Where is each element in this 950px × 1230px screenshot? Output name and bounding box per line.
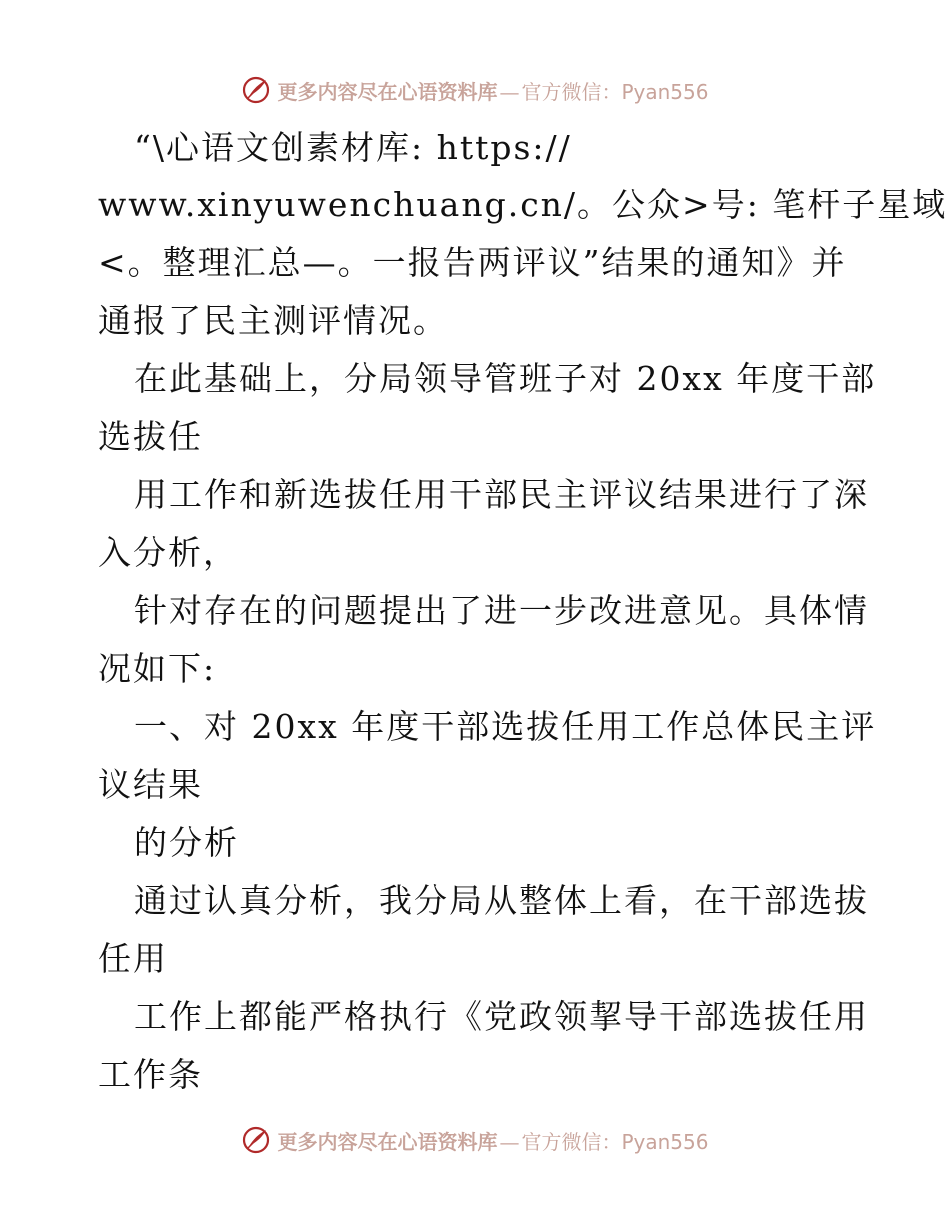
text-line: 议结果 (98, 765, 203, 804)
banner-title: 更多内容尽在心语资料库 (277, 79, 498, 104)
text-line: 通报了民主测评情况。 (98, 301, 448, 340)
text-line: www.xinyuwenchuang.cn/。公众>号: 笔杆子星域 (98, 185, 948, 224)
footer-banner (0, 1120, 950, 1160)
text-line: “\心语文创素材库: https:// (134, 128, 572, 167)
banner-wechat: 官方微信：Pyan556 (521, 1129, 709, 1154)
banner-dash: — (499, 1129, 520, 1154)
text-line: 针对存在的问题提出了进一步改进意见。具体情 (134, 591, 869, 630)
text-line: 通过认真分析，我分局从整体上看，在干部选拔 (134, 881, 869, 920)
text-line: 一、对 20xx 年度干部选拔任用工作总体民主评 (134, 707, 877, 746)
text-line: 在此基础上，分局领导管班子对 20xx 年度干部 (134, 359, 877, 398)
text-line: 入分析， (98, 533, 238, 572)
quill-circle-logo-icon (241, 1125, 271, 1155)
text-line: 的分析 (134, 823, 239, 862)
text-line: 工作上都能严格执行《党政领挈导干部选拔任用 (134, 997, 869, 1036)
banner-dash: — (499, 79, 520, 104)
text-line: <。整理汇总—。一报告两评议”结果的通知》并 (98, 243, 847, 282)
text-line: 用工作和新选拔任用干部民主评议结果进行了深 (134, 475, 869, 514)
text-line: 工作条 (98, 1055, 203, 1094)
banner-wechat: 官方微信：Pyan556 (521, 79, 709, 104)
text-line: 选拔任 (98, 417, 203, 456)
banner-title: 更多内容尽在心语资料库 (277, 1129, 498, 1154)
text-line: 任用 (98, 939, 168, 978)
text-line: 况如下: (98, 649, 217, 688)
